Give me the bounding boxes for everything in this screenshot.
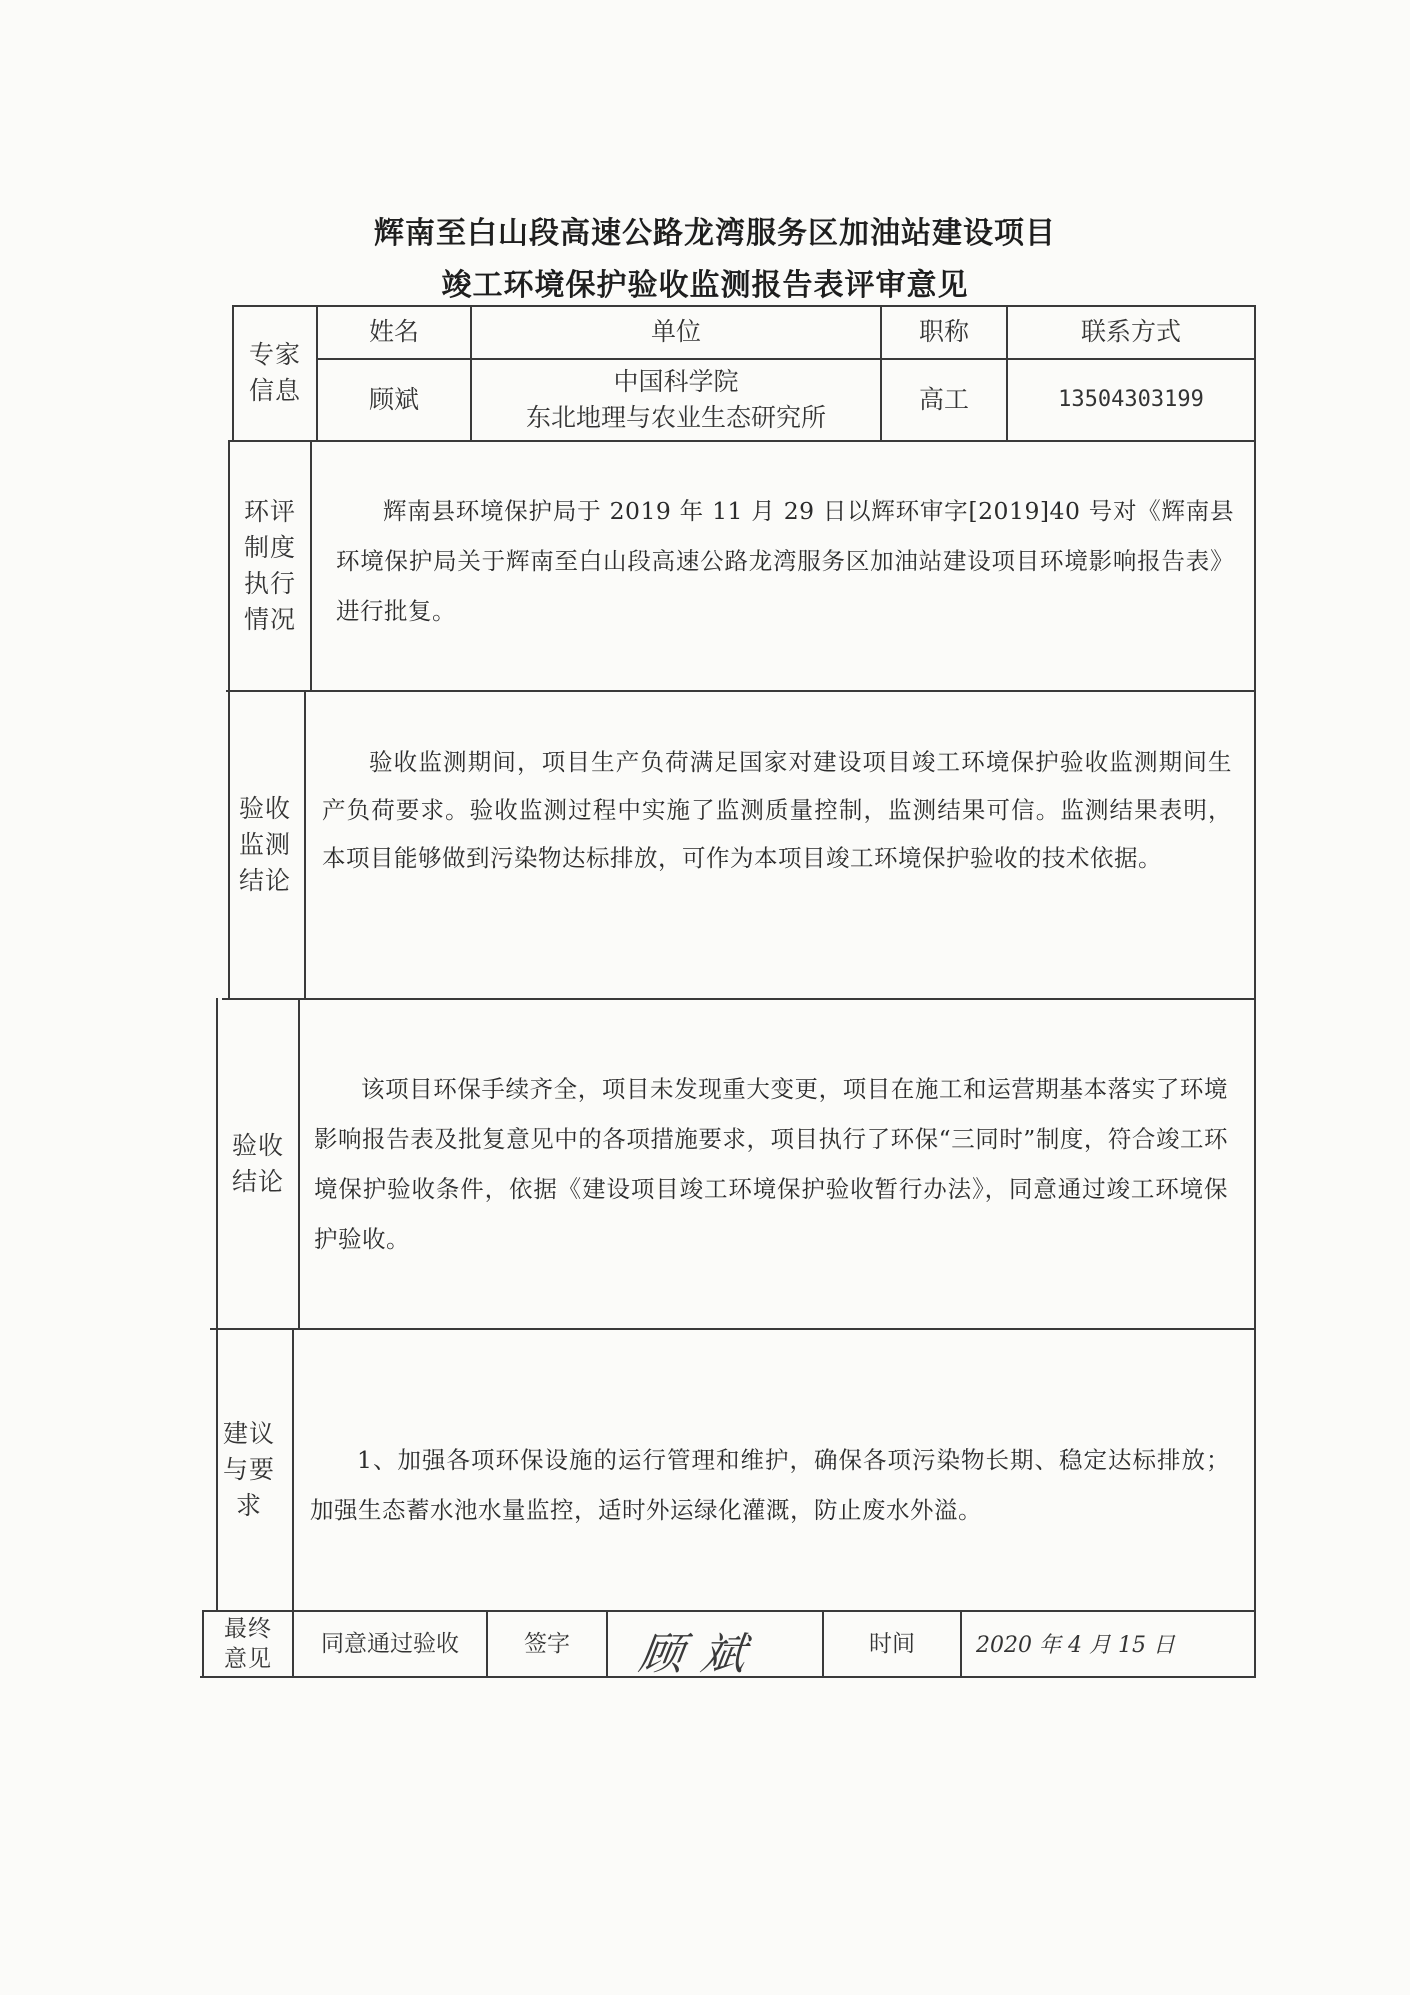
table-line <box>310 440 312 692</box>
table-line <box>1254 305 1256 1678</box>
expert-info-label: 专家 信息 <box>248 339 301 405</box>
eia-text: 辉南县环境保护局于 2019 年 11 月 29 日以辉环审字[2019]40 号对《辉南县环境保护局关于辉南至白山段高速公路龙湾服务区加油站建设项目环境影响报告表》进行批复。 <box>336 497 1234 625</box>
handwritten-signature: 顾斌 <box>635 1629 767 1680</box>
table-line <box>222 998 1256 1000</box>
final-label: 最终 意见 <box>224 1616 272 1672</box>
final-opinion: 同意通过验收 <box>321 1631 459 1657</box>
suggestions-label: 建议 与要 求 <box>222 1419 275 1520</box>
monitoring-text: 验收监测期间，项目生产负荷满足国家对建设项目竣工环境保护验收监测期间生产负荷要求。验收监测过程中实施了监测质量控制，监测结果可信。监测结果表明，本项目能够做到污染物达标排放，可作为本项目竣工环境保护验收的技术依据。 <box>322 748 1232 872</box>
table-line <box>226 690 1256 692</box>
table-line <box>960 1610 962 1678</box>
time-label: 时间 <box>869 1631 915 1657</box>
monitoring-label: 验收 监测 结论 <box>238 794 291 895</box>
document-subtitle: 竣工环境保护验收监测报告表评审意见 <box>441 268 969 303</box>
eia-label: 环评 制度 执行 情况 <box>243 497 296 634</box>
header-rank: 职称 <box>918 316 969 346</box>
header-contact: 联系方式 <box>1080 316 1181 346</box>
table-line <box>228 440 1256 442</box>
sign-label: 签字 <box>524 1631 570 1657</box>
expert-name: 顾斌 <box>368 385 419 414</box>
header-unit: 单位 <box>650 316 701 346</box>
expert-unit: 中国科学院 东北地理与农业生态研究所 <box>525 367 826 432</box>
conclusion-text: 该项目环保手续齐全，项目未发现重大变更，项目在施工和运营期基本落实了环境影响报告表及批复意见中的各项措施要求，项目执行了环保“三同时”制度，符合竣工环境保护验收条件，依据《建设项目竣工环境保护验收暂行办法》，同意通过竣工环境保护验收。 <box>314 1075 1228 1253</box>
table-line <box>298 998 300 1330</box>
header-name: 姓名 <box>368 316 419 346</box>
table-line <box>304 690 306 1000</box>
expert-rank: 高工 <box>918 385 969 414</box>
expert-phone: 13504303199 <box>1058 387 1204 412</box>
conclusion-label: 验收 结论 <box>231 1131 284 1196</box>
document-title: 辉南至白山段高速公路龙湾服务区加油站建设项目 <box>374 216 1056 251</box>
table-line <box>606 1610 608 1678</box>
suggestions-text: 1、加强各项环保设施的运行管理和维护，确保各项污染物长期、稳定达标排放；加强生态蓄水池水量监控，适时外运绿化灌溉，防止废水外溢。 <box>310 1446 1230 1524</box>
handwritten-date: 2020 年 4 月 15 日 <box>976 1633 1175 1658</box>
table-line <box>210 1328 1256 1330</box>
